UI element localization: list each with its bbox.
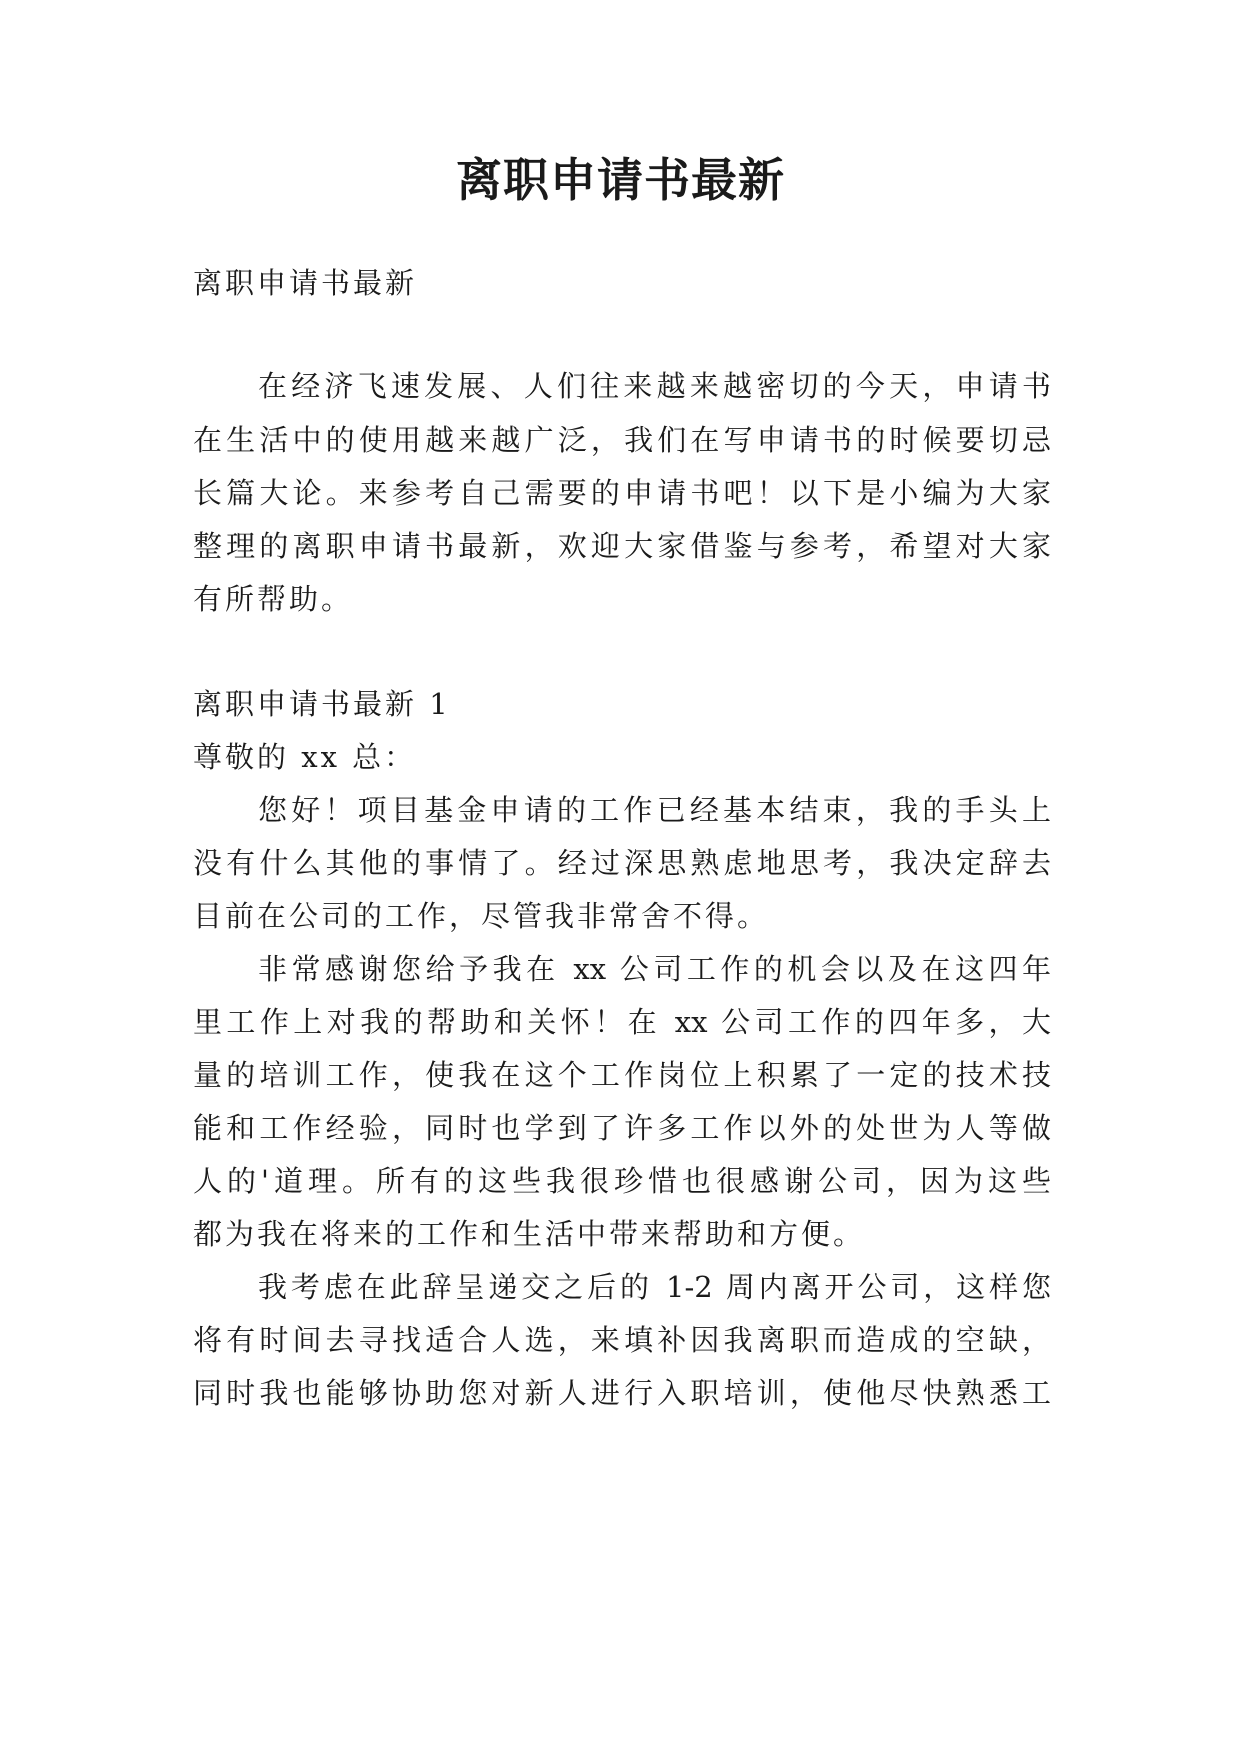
salutation: 尊敬的 xx 总： xyxy=(193,740,417,774)
paragraph-line: 我考虑在此辞呈递交之后的 1-2 周内离开公司，这样您 xyxy=(258,1270,1051,1304)
intro-line: 在经济飞速发展、人们往来越来越密切的今天，申请书 xyxy=(258,369,1051,403)
section-heading: 离职申请书最新 1 xyxy=(193,687,451,721)
document-subtitle: 离职申请书最新 xyxy=(193,266,418,300)
paragraph-line: 将有时间去寻找适合人选，来填补因我离职而造成的空缺， xyxy=(193,1323,1051,1357)
intro-line: 有所帮助。 xyxy=(193,582,354,616)
paragraph-line: 目前在公司的工作，尽管我非常舍不得。 xyxy=(193,899,770,933)
paragraph-line: 能和工作经验，同时也学到了许多工作以外的处世为人等做 xyxy=(193,1111,1051,1145)
intro-line: 长篇大论。来参考自己需要的申请书吧！以下是小编为大家 xyxy=(193,476,1051,510)
paragraph-line: 人的'道理。所有的这些我很珍惜也很感谢公司，因为这些 xyxy=(193,1164,1051,1198)
paragraph-line: 里工作上对我的帮助和关怀！在 xx 公司工作的四年多，大 xyxy=(193,1005,1051,1039)
paragraph-line: 同时我也能够协助您对新人进行入职培训，使他尽快熟悉工 xyxy=(193,1376,1051,1410)
paragraph-line: 没有什么其他的事情了。经过深思熟虑地思考，我决定辞去 xyxy=(193,846,1051,880)
intro-line: 整理的离职申请书最新，欢迎大家借鉴与参考，希望对大家 xyxy=(193,529,1051,563)
intro-line: 在生活中的使用越来越广泛，我们在写申请书的时候要切忌 xyxy=(193,423,1051,457)
document-title: 离职申请书最新 xyxy=(456,153,785,207)
paragraph-line: 您好！项目基金申请的工作已经基本结束，我的手头上 xyxy=(258,793,1051,827)
paragraph-line: 量的培训工作，使我在这个工作岗位上积累了一定的技术技 xyxy=(193,1058,1051,1092)
paragraph-line: 都为我在将来的工作和生活中带来帮助和方便。 xyxy=(193,1217,866,1251)
paragraph-line: 非常感谢您给予我在 xx 公司工作的机会以及在这四年 xyxy=(258,952,1051,986)
